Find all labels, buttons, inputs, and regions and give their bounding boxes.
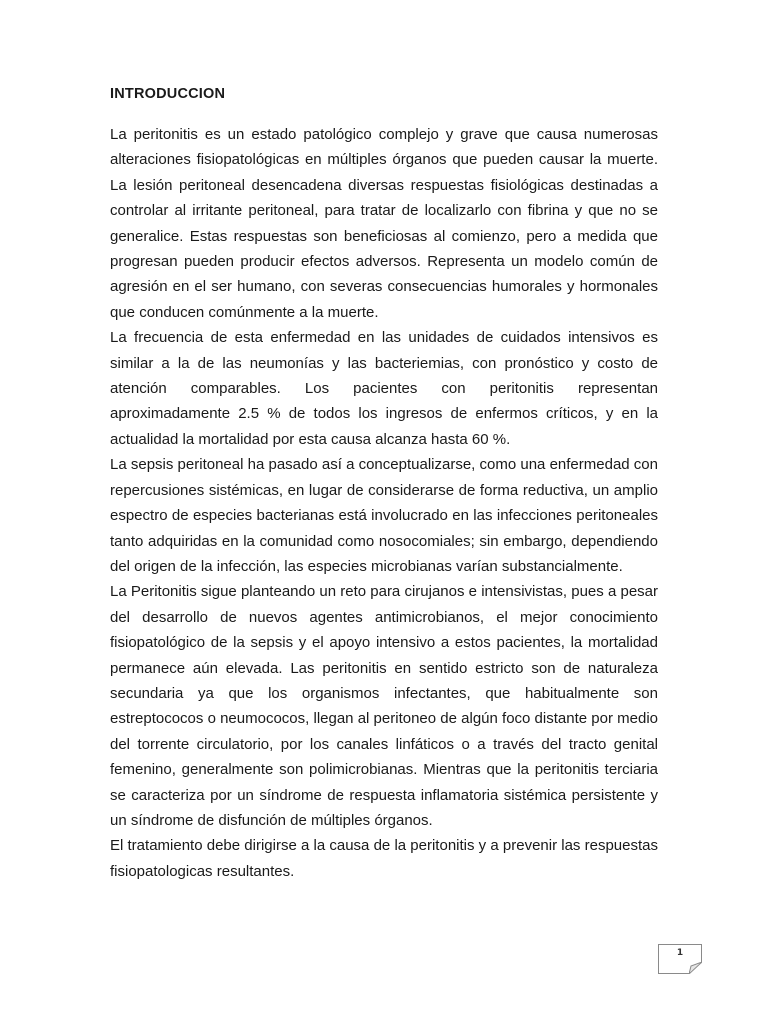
paragraph-2: La frecuencia de esta enfermedad en las unidades de cuidados intensivos es similar a la de las neumonías y las bacteriemias, con pronóstico y costo de atención comparables. Los pacientes con peritonitis representan aproximadamente 2.5 % de todos los ingresos de enfermos críticos, y en la actualidad la mortalidad por esta causa alcanza hasta 60 %. <box>110 329 658 448</box>
paragraph-5: El tratamiento debe dirigirse a la causa de la peritonitis y a prevenir las respuestas fisiopatologicas resultantes. <box>110 837 658 880</box>
document-page <box>110 84 658 884</box>
page-number: 1 <box>676 948 684 958</box>
document-title: INTRODUCCION <box>110 86 226 102</box>
paragraph-1: La peritonitis es un estado patológico complejo y grave que causa numerosas alteraciones fisiopatológicas en múltiples órganos que pueden causar la muerte. La lesión peritoneal desencadena diversas respuestas fisiológicas destinadas a controlar al irritante peritoneal, para tratar de localizarlo con fibrina y que no se generalice. Estas respuestas son beneficiosas al comienzo, pero a medida que progresan pueden producir efectos adversos. Representa un modelo común de agresión en el ser humano, con severas consecuencias humorales y hormonales que conducen comúnmente a la muerte. <box>110 126 658 321</box>
paragraph-4: La Peritonitis sigue planteando un reto para cirujanos e intensivistas, pues a pesar del desarrollo de nuevos agentes antimicrobianos, el mejor conocimiento fisiopatológico de la sepsis y el apoyo intensivo a estos pacientes, la mortalidad permanece aún elevada. Las peritonitis en sentido estricto son de naturaleza secundaria ya que los organismos infectantes, que habitualmente son estreptococos o neumococos, llegan al peritoneo de algún foco distante por medio del torrente circulatorio, por los canales linfáticos o a través del tracto genital femenino, generalmente son polimicrobianas. Mientras que la peritonitis terciaria se caracteriza por un síndrome de respuesta inflamatoria sistémica persistente y un síndrome de disfunción de múltiples órganos. <box>110 583 658 829</box>
page-corner-fold-icon <box>689 962 702 974</box>
paragraph-3: La sepsis peritoneal ha pasado así a conceptualizarse, como una enfermedad con repercusiones sistémicas, en lugar de considerarse de forma reductiva, un amplio espectro de especies bacterianas está involucrado en las infecciones peritoneales tanto adquiridas en la comunidad como nosocomiales; sin embargo, dependiendo del origen de la infección, las especies microbianas varían substancialmente. <box>110 456 658 575</box>
